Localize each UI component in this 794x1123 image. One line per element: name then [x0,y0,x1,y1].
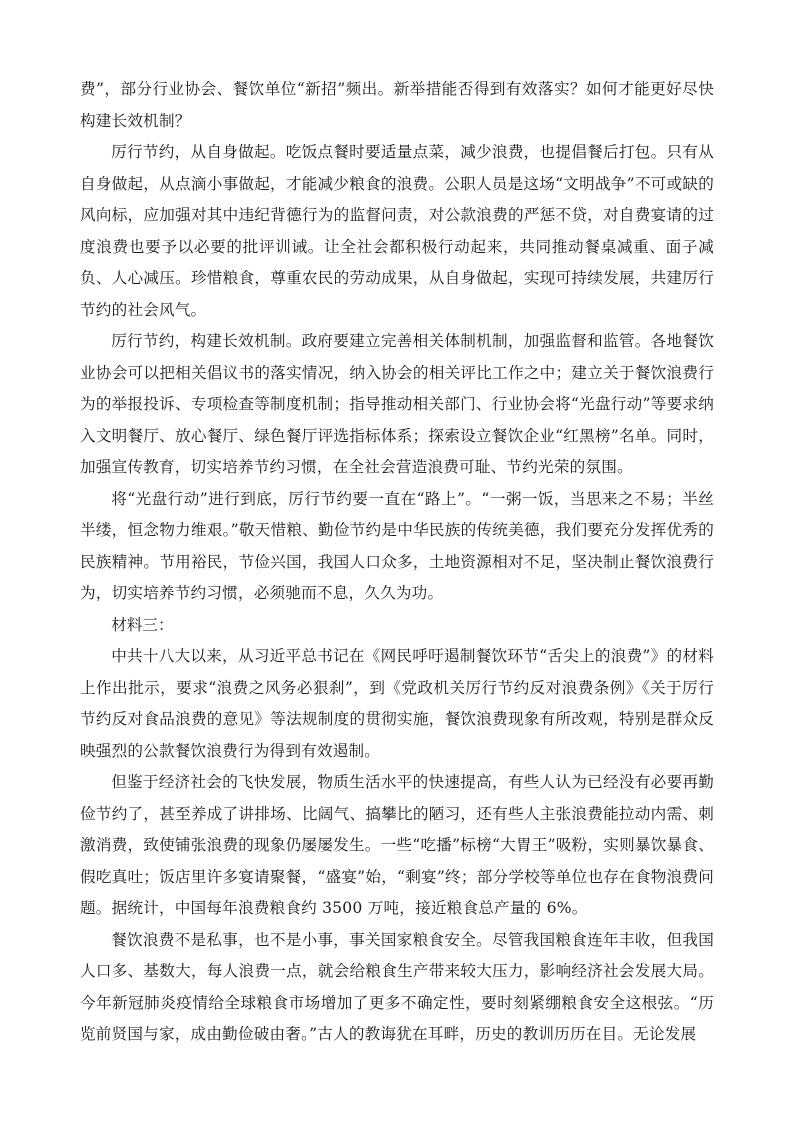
section-heading-material-three: 材料三： [111,615,174,634]
paragraph-self-start: 厉行节约，从自身做起。吃饭点餐时要适量点菜，减少浪费，也提倡餐后打包。只有从自身做起，从点滴小事做起，才能减少粮食的浪费。公职人员是这场“文明战争”不可或缺的风向标，应加强对其中违纪背德行为的监督问责，对公款浪费的严惩不贷，对自费宴请的过度浪费也要予以必要的批评训诫。让全社会都积极行动起来，共同推动餐桌减重、面子减负、人心减压。珍惜粮食，尊重农民的劳动成果，从自身做起，实现可持续发展，共建厉行节约的社会风气。 [80,143,714,319]
paragraph-since-18th-congress: 中共十八大以来，从习近平总书记在《网民呼吁遏制餐饮环节“舌尖上的浪费”》的材料上作出批示，要求“浪费之风务必狠刹”，到《党政机关厉行节约反对浪费条例》《关于厉行节约反对食品浪费的意见》等法规制度的贯彻实施，餐饮浪费现象有所改观，特别是群众反映强烈的公款餐饮浪费行为得到有效遏制。 [80,647,714,760]
paragraph-continuation: 费”，部分行业协会、餐饮单位“新招”频出。新举措能否得到有效落实？如何才能更好尽快构建长效机制？ [80,80,714,130]
paragraph-clean-plate: 将“光盘行动”进行到底，厉行节约要一直在“路上”。“一粥一饭，当思来之不易；半丝半缕，恒念物力维艰。”敬天惜粮、勤俭节约是中华民族的传统美德，我们要充分发挥优秀的民族精神。节用裕民，节俭兴国，我国人口众多，土地资源相对不足，坚决制止餐饮浪费行为，切实培养节约习惯，必须驰而不息，久久为功。 [80,489,714,602]
document-page [80,74,714,1051]
paragraph-long-term-mechanism: 厉行节约，构建长效机制。政府要建立完善相关体制机制，加强监督和监管。各地餐饮业协会可以把相关倡议书的落实情况，纳入协会的相关评比工作之中；建立关于餐饮浪费行为的举报投诉、专项检查等制度机制；指导推动相关部门、行业协会将“光盘行动”等要求纳入文明餐厅、放心餐厅、绿色餐厅评选指标体系；探索设立餐饮企业“红黑榜”名单。同时，加强宣传教育，切实培养节约习惯，在全社会营造浪费可耻、节约光荣的氛围。 [80,332,714,476]
paragraph-waste-phenomena: 但鉴于经济社会的飞快发展，物质生活水平的快速提高，有些人认为已经没有必要再勤俭节约了，甚至养成了讲排场、比阔气、搞攀比的陋习，还有些人主张浪费能拉动内需、刺激消费，致使铺张浪费的现象仍屡屡发生。一些“吃播”标榜“大胃王”吸粉，实则暴饮暴食、假吃真吐；饭店里许多宴请聚餐，“盛宴”始，“剩宴”终；部分学校等单位也存在食物浪费问题。据统计，中国每年浪费粮食约 3500 万吨，接近粮食总产量的 6%。 [80,773,714,917]
paragraph-food-security: 餐饮浪费不是私事，也不是小事，事关国家粮食安全。尽管我国粮食连年丰收，但我国人口多、基数大，每人浪费一点，就会给粮食生产带来较大压力，影响经济社会发展大局。今年新冠肺炎疫情给全球粮食市场增加了更多不确定性，要时刻紧绷粮食安全这根弦。“历览前贤国与家，成由勤俭破由奢。”古人的教诲犹在耳畔，历史的教训历历在目。无论发展 [80,930,714,1043]
